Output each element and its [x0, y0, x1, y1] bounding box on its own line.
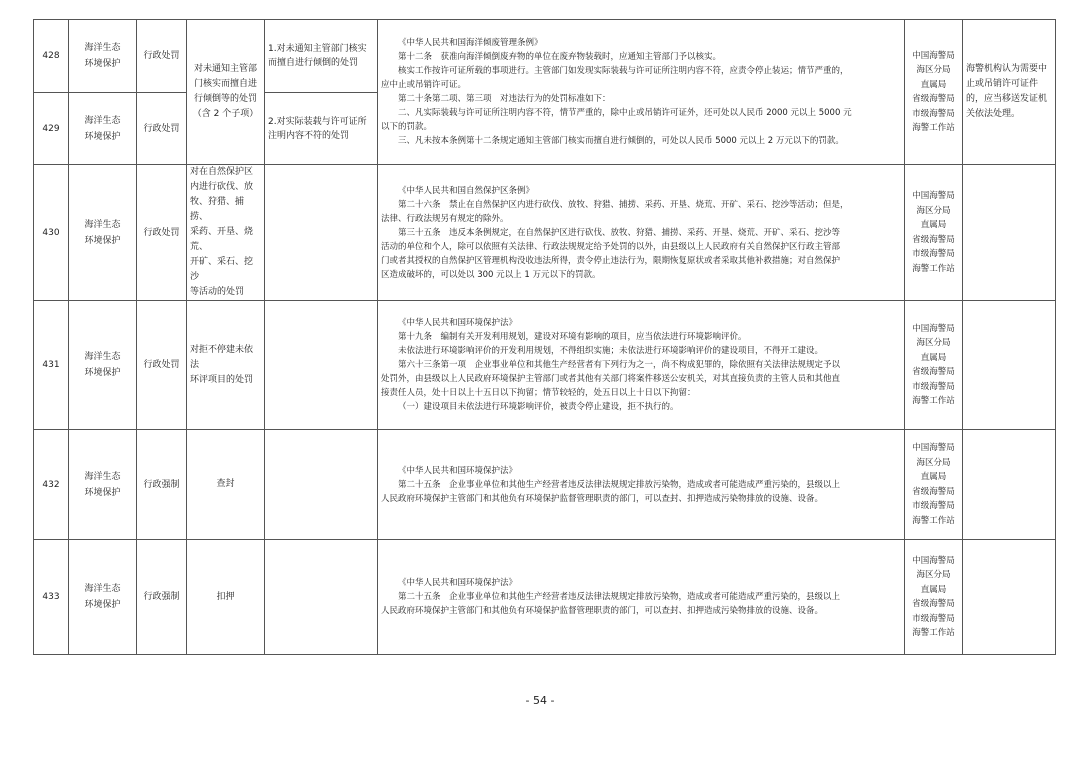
basis-line: 第十九条 编制有关开发利用规划，建设对环境有影响的项目，应当依法进行环境影响评价。	[398, 332, 747, 342]
item-name-cell: 扣押	[187, 540, 265, 655]
basis-line: 第二十五条 企业事业单位和其他生产经营者违反法律法规规定排放污染物，造成或者可能造成严重污染的，县级以上	[398, 592, 841, 602]
enforcing-body-cell	[905, 430, 963, 540]
basis-line: 活动的单位和个人，除可以依照有关法律、行政法规规定给予处罚的以外，由县级以上人民政府有关自然保护区行政主管部	[381, 241, 841, 252]
item-line: 对拒不停建未依法	[190, 344, 254, 370]
remarks-cell	[963, 540, 1056, 655]
item-line: 环评项目的处罚	[190, 374, 254, 385]
item-line: 内进行砍伐、放	[190, 182, 254, 192]
basis-line: 区造成破坏的，可以处以 300 元以上 1 万元以下的罚款。	[381, 269, 601, 280]
category-line: 环境保护	[84, 368, 121, 378]
org-line: 直属局	[920, 584, 947, 595]
basis-line: 第二十条第二项、第三项 对违法行为的处罚标准如下：	[398, 94, 611, 104]
org-line: 中国海警局	[912, 191, 955, 201]
category-line: 环境保护	[84, 131, 121, 142]
row-number: 429	[34, 93, 69, 165]
item-line: （含 2 个子项）	[192, 109, 259, 119]
category-line: 环境保护	[84, 487, 121, 498]
empty-cell	[265, 540, 378, 655]
category-cell	[69, 165, 137, 301]
basis-line: 人民政府环境保护主管部门和其他负有环境保护监督管理职责的部门，可以查封、扣押造成污染物排放的设施、设备。	[381, 493, 824, 504]
item-name-cell	[187, 165, 265, 301]
item-name-cell	[187, 301, 265, 430]
enforcing-body-cell	[905, 20, 963, 165]
item-name-cell: 查封	[187, 430, 265, 540]
empty-cell	[265, 165, 378, 301]
action-type: 行政处罚	[137, 301, 187, 430]
org-line: 市级海警局	[912, 501, 955, 511]
item-line: 等活动的处罚	[190, 287, 245, 297]
org-line: 直属局	[920, 352, 947, 363]
legal-basis-cell	[378, 540, 905, 655]
action-type: 行政处罚	[137, 20, 187, 93]
org-line: 中国海警局	[912, 323, 955, 334]
item-name-cell	[187, 20, 265, 165]
row-number: 433	[34, 540, 69, 655]
remarks-cell: 海警机构认为需要中止或吊销许可证件的，应当移送发证机关依法处理。	[963, 20, 1056, 165]
category-cell	[69, 93, 137, 165]
category-cell	[69, 540, 137, 655]
enforcing-body-cell	[905, 540, 963, 655]
org-line: 中国海警局	[912, 50, 955, 61]
category-line: 环境保护	[84, 600, 121, 610]
law-title: 《中华人民共和国环境保护法》	[398, 465, 518, 476]
row-number: 430	[34, 165, 69, 301]
basis-line: 人民政府环境保护主管部门和其他负有环境保护监督管理职责的部门，可以查封、扣押造成污染物排放的设施、设备。	[381, 606, 824, 616]
org-line: 省级海警局	[912, 367, 955, 377]
org-line: 市级海警局	[912, 613, 955, 624]
table-row	[34, 540, 1056, 655]
org-line: 市级海警局	[912, 249, 955, 259]
legal-basis-cell	[378, 165, 905, 301]
enforcement-table	[33, 19, 1056, 655]
basis-line: 二、凡实际装载与许可证所注明内容不符，情节严重的，除中止或吊销许可证外，还可处以人民币 2000 元以上 5000 元	[398, 108, 852, 118]
table-row	[34, 301, 1056, 430]
basis-line: 未依法进行环境影响评价的开发利用规划，不得组织实施；未依法进行环境影响评价的建设项目，不得开工建设。	[398, 346, 824, 356]
basis-line: 第二十六条 禁止在自然保护区内进行砍伐、放牧、狩猎、捕捞、采药、开垦、烧荒、开矿、采石、挖沙等活动；但是，	[398, 199, 849, 210]
basis-line: 三、凡未按本条例第十二条规定通知主管部门核实而擅自进行倾倒的，可处以人民币 5000 元以上 2 万元以下的罚款。	[398, 136, 844, 146]
category-cell	[69, 301, 137, 430]
remarks-cell	[963, 301, 1056, 430]
org-line: 海警工作站	[912, 263, 955, 274]
item-line: 行倾倒等的处罚	[193, 94, 257, 104]
item-line: 对未通知主管部	[193, 64, 257, 74]
org-line: 海区分局	[916, 457, 951, 468]
remarks-cell	[963, 430, 1056, 540]
org-line: 直属局	[920, 472, 947, 482]
category-line: 海洋生态	[84, 584, 121, 594]
table-row	[34, 165, 1056, 301]
basis-line: 第三十五条 违反本条例规定，在自然保护区进行砍伐、放牧、狩猎、捕捞、采药、开垦、烧荒、开矿、采石、挖沙等	[398, 227, 841, 238]
legal-basis-cell	[378, 301, 905, 430]
org-line: 中国海警局	[912, 555, 955, 566]
table-row	[34, 20, 1056, 93]
row-number: 431	[34, 301, 69, 430]
legal-basis-cell	[378, 20, 905, 165]
org-line: 直属局	[920, 220, 947, 230]
row-number: 428	[34, 20, 69, 93]
org-line: 中国海警局	[912, 443, 955, 453]
enforcing-body-cell	[905, 165, 963, 301]
action-type: 行政处罚	[137, 165, 187, 301]
basis-line: 法律、行政法规另有规定的除外。	[381, 213, 509, 224]
category-line: 海洋生态	[84, 43, 121, 53]
empty-cell	[265, 301, 378, 430]
org-line: 海区分局	[916, 570, 951, 580]
basis-line: 第二十五条 企业事业单位和其他生产经营者违反法律法规规定排放污染物，造成或者可能造成严重污染的，县级以上	[398, 479, 841, 490]
org-line: 海区分局	[916, 65, 951, 75]
org-line: 直属局	[920, 79, 947, 90]
law-title: 《中华人民共和国海洋倾废管理条例》	[398, 38, 543, 48]
basis-line: 门或者其授权的自然保护区管理机构没收违法所得，责令停止违法行为，限期恢复原状或者采取其他补救措施；对自然保护	[381, 255, 841, 266]
legal-basis-cell	[378, 430, 905, 540]
item-line: 牧、狩猎、捕捞、	[190, 197, 245, 222]
item-line: 对在自然保护区	[190, 167, 254, 177]
basis-line: 第六十三条第一项 企业事业单位和其他生产经营者有下列行为之一，尚不构成犯罪的，除依照有关法律法规规定予以	[398, 360, 841, 370]
org-line: 海区分局	[916, 205, 951, 216]
category-line: 环境保护	[84, 59, 121, 69]
org-line: 市级海警局	[912, 108, 955, 119]
law-title: 《中华人民共和国环境保护法》	[398, 318, 518, 328]
org-line: 海警工作站	[912, 123, 955, 133]
category-line: 海洋生态	[84, 115, 121, 126]
empty-cell	[265, 430, 378, 540]
basis-line: 应中止或吊销许可证。	[381, 80, 467, 90]
basis-line: 第十二条 获准向海洋倾倒废弃物的单位在废弃物装载时，应通知主管部门予以核实。	[398, 52, 722, 62]
basis-line: 以下的罚款。	[381, 122, 433, 132]
category-line: 海洋生态	[84, 219, 121, 230]
table-row	[34, 430, 1056, 540]
category-line: 海洋生态	[84, 352, 121, 362]
org-line: 海警工作站	[912, 396, 955, 406]
org-line: 市级海警局	[912, 381, 955, 392]
remarks-cell	[963, 165, 1056, 301]
item-line: 采药、开垦、烧荒、	[190, 227, 254, 252]
sub-item-cell: 2.对实际装载与许可证所注明内容不符的处罚	[265, 93, 378, 165]
org-line: 海区分局	[916, 338, 951, 348]
basis-line: （一）建设项目未依法进行环境影响评价，被责令停止建设，拒不执行的。	[398, 402, 679, 412]
row-number: 432	[34, 430, 69, 540]
item-line: 门核实而擅自进	[193, 79, 257, 89]
category-line: 环境保护	[84, 235, 121, 246]
basis-line: 核实工作按许可证所载的事项进行。主管部门如发现实际装载与许可证所注明内容不符，应责令停止装运；情节严重的，	[398, 66, 849, 76]
org-line: 海警工作站	[912, 628, 955, 638]
org-line: 省级海警局	[912, 599, 955, 609]
enforcing-body-cell	[905, 301, 963, 430]
action-type: 行政强制	[137, 430, 187, 540]
basis-line: 处罚外，由县级以上人民政府环境保护主管部门或者其他有关部门将案件移送公安机关，对其直接负责的主管人员和其他直	[381, 374, 841, 384]
category-cell	[69, 20, 137, 93]
org-line: 省级海警局	[912, 94, 955, 104]
basis-line: 接责任人员，处十日以上十五日以下拘留；情节较轻的，处五日以上十日以下拘留：	[381, 388, 696, 398]
org-line: 海警工作站	[912, 515, 955, 526]
category-cell	[69, 430, 137, 540]
org-line: 省级海警局	[912, 234, 955, 245]
org-line: 省级海警局	[912, 486, 955, 497]
law-title: 《中华人民共和国自然保护区条例》	[398, 185, 535, 196]
action-type: 行政处罚	[137, 93, 187, 165]
category-line: 海洋生态	[84, 471, 121, 482]
action-type: 行政强制	[137, 540, 187, 655]
page-number: - 54 -	[525, 694, 555, 707]
sub-item-cell: 1.对未通知主管部门核实而擅自进行倾倒的处罚	[265, 20, 378, 93]
item-line: 开矿、采石、挖沙	[190, 257, 254, 282]
law-title: 《中华人民共和国环境保护法》	[398, 578, 518, 588]
